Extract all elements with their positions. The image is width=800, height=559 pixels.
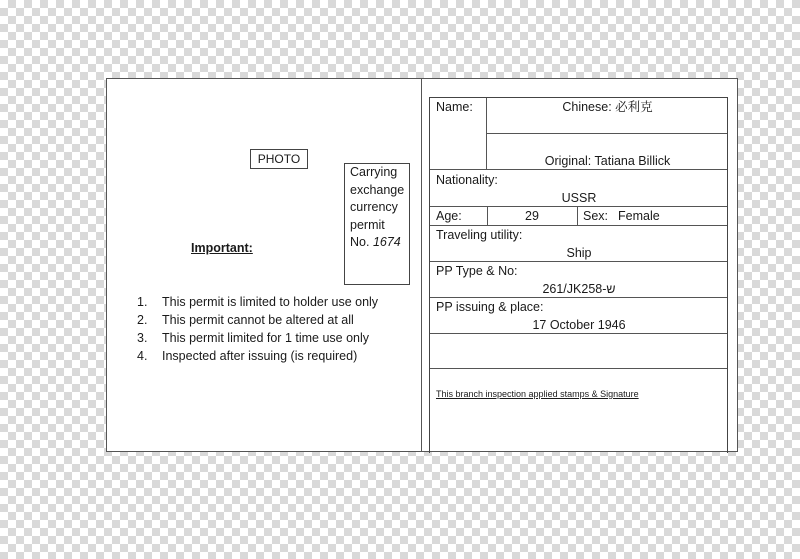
list-item: 3. This permit limited for 1 time use only [137, 331, 370, 345]
list-item: 1. This permit is limited to holder use only [137, 295, 379, 309]
important-heading: Important: [191, 241, 253, 255]
sex-value: Female [618, 209, 660, 223]
currency-permit-box [344, 163, 410, 285]
row-divider [430, 169, 727, 170]
name-label: Name: [436, 100, 473, 114]
row-divider [430, 225, 727, 226]
row-divider [430, 333, 727, 334]
name-chinese: Chinese: 必利克 [562, 100, 653, 114]
age-value: 29 [525, 209, 539, 223]
pp-type-label: PP Type & No: [436, 264, 518, 278]
photo-placeholder: PHOTO [250, 149, 308, 169]
row-divider [430, 261, 727, 262]
permit-number-line [350, 234, 409, 252]
row-divider [430, 297, 727, 298]
row-divider [430, 368, 727, 369]
nationality-value: USSR [561, 191, 597, 205]
center-divider [421, 79, 422, 451]
stamp-signature-note: This branch inspection applied stamps & Signature [436, 389, 639, 399]
pp-type-value: 261/JKש-258 [542, 282, 616, 296]
permit-line: Carrying [350, 165, 398, 179]
pp-issue-label: PP issuing & place: [436, 300, 544, 314]
permit-line: permit [350, 217, 385, 232]
age-label: Age: [436, 209, 462, 223]
pp-issue-value: 17 October 1946 [532, 318, 626, 332]
permit-line: exchange [350, 182, 405, 197]
permit-line: currency [350, 200, 398, 214]
sex-label: Sex: [583, 209, 609, 223]
list-item: 4. Inspected after issuing (is required) [137, 349, 358, 363]
details-table [429, 97, 728, 453]
row-divider [430, 206, 727, 207]
permit-number: 1674 [372, 235, 401, 249]
permit-number-prefix: No. [350, 235, 370, 249]
utility-label: Traveling utility: [436, 228, 523, 242]
rules-list [137, 293, 378, 365]
name-original: Original: Tatiana Billick [544, 154, 671, 168]
row-divider [487, 133, 727, 134]
utility-value: Ship [566, 246, 592, 260]
list-item: 2. This permit cannot be altered at all [137, 313, 354, 327]
nationality-label: Nationality: [436, 173, 498, 187]
sex-col-divider [577, 206, 578, 225]
permit-document [106, 78, 738, 452]
